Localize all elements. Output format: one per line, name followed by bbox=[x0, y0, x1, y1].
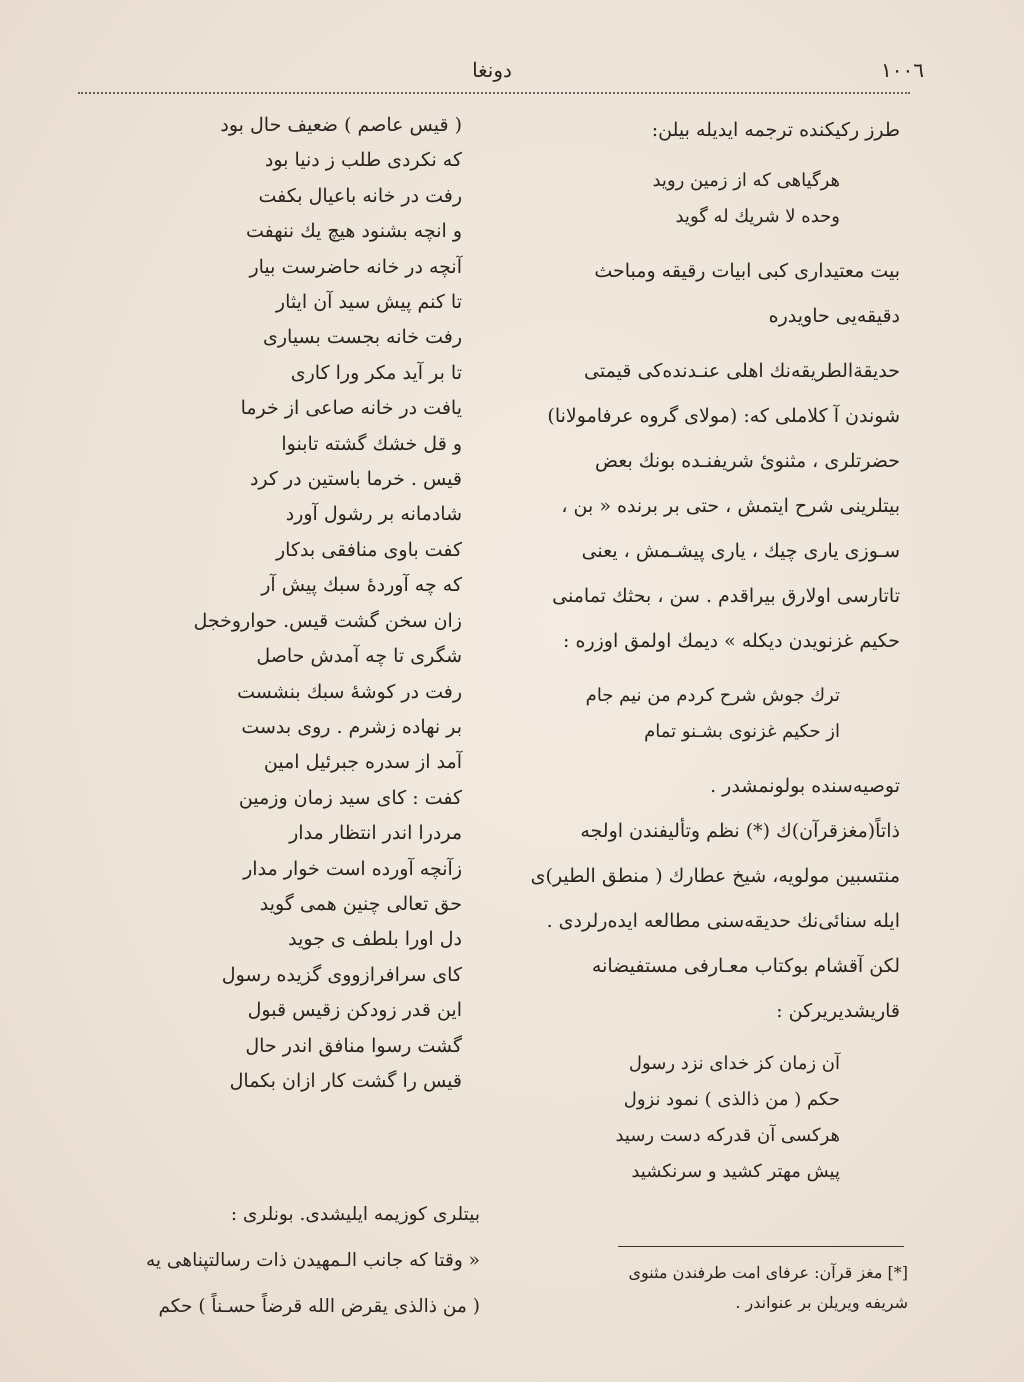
verse-line: و انچه بشنود هیچ یك ننهفت bbox=[245, 220, 462, 243]
verse-line: کای سرافرازووی گزیده رسول bbox=[221, 963, 462, 986]
right-column bbox=[500, 108, 900, 1190]
verse-line: دل اورا بلطف ی جوید bbox=[288, 928, 462, 951]
verse-line: و قل خشك گشته تابنوا bbox=[281, 432, 462, 455]
verse-line: حق تعالی چنین همی گوید bbox=[259, 892, 462, 915]
paragraph-line: قاریشدیریرکن : bbox=[776, 1000, 900, 1022]
paragraph-line: ذاتاً(مغزقرآن)ك (*) نظم وتألیفندن اولجه bbox=[580, 820, 900, 842]
verse-line: هرکسی آن قدرکه دست رسید bbox=[615, 1125, 840, 1146]
verse-line: پیش مهتر کشید و سرنکشید bbox=[631, 1161, 840, 1182]
verse-line: بر نهاده زشرم . روی بدست bbox=[241, 715, 462, 738]
running-title: دونغا bbox=[472, 58, 512, 82]
verse-line: مردرا اندر انتظار مدار bbox=[289, 822, 462, 845]
left-column bbox=[140, 108, 462, 1099]
verse-line: شگری تا چه آمدش حاصل bbox=[256, 645, 462, 668]
verse-line: رفت خانه بجست بسیاری bbox=[262, 326, 462, 349]
verse-line: یافت در خانه صاعی از خرما bbox=[240, 397, 462, 420]
verse-line: گشت رسوا منافق اندر حال bbox=[245, 1034, 462, 1057]
paragraph-line: شوندن آ کلاملی که: (مولای گروه عرفامولانا) bbox=[547, 405, 900, 427]
verse-line: رفت در کوشهٔ سبك بنشست bbox=[237, 680, 462, 703]
paragraph-line: ایله سنائی‌نك حدیقه‌سنی مطالعه ایده‌رلردی . bbox=[546, 910, 900, 932]
verse-line: زآنچه آورده است خوار مدار bbox=[243, 857, 462, 880]
verse-line: که نکردی طلب ز دنیا بود bbox=[264, 149, 462, 172]
paragraph-line: توصیه‌سنده بولونمشدر . bbox=[710, 775, 900, 797]
verse-line: ( قیس عاصم ) ضعیف حال بود bbox=[220, 114, 462, 136]
paragraph-line: لکن آقشام بوکتاب معـارفی مستفیضانه bbox=[591, 955, 900, 977]
footnote bbox=[600, 1258, 908, 1318]
paragraph-line: سـوزی یاری چیك ، یاری پیشـمش ، یعنی bbox=[581, 540, 900, 562]
verse-line: رفت در خانه باعیال بکفت bbox=[258, 184, 462, 207]
verse-line: وحده لا شریك له گوید bbox=[675, 206, 840, 227]
paragraph-line: بیتلرینی شرح ایتمش ، حتی بر برنده « بن ، bbox=[561, 495, 900, 517]
header-rule bbox=[78, 92, 910, 94]
verse-line: آمد از سدره جبرئیل امین bbox=[263, 751, 462, 774]
verse-line: این قدر زودکن زقیس قبول bbox=[247, 999, 462, 1022]
bottom-line: ( من ذالذی یقرض الله قرضاً حسـناً ) حکم bbox=[158, 1296, 480, 1317]
verse-line: تا بر آید مکر ورا کاری bbox=[290, 361, 462, 384]
paragraph-line: تاتارسی اولارق بیراقدم . سن ، بحثك تمامنی bbox=[552, 585, 900, 607]
paragraph-line: منتسبین مولویه، شیخ عطارك ( منطق الطیر)ی bbox=[530, 865, 900, 887]
verse-line: تا کنم پیش سید آن ایثار bbox=[275, 291, 462, 314]
verse-line: کفت باوی منافقی بدکار bbox=[275, 538, 462, 561]
verse-line: زان سخن گشت قیس. حواروخجل bbox=[193, 609, 462, 632]
verse-line: که چه آوردهٔ سبك پیش آر bbox=[261, 574, 462, 597]
paragraph-line: حضرتلری ، مثنوئ شریفنـده بونك بعض bbox=[595, 450, 900, 472]
paragraph-line: طرز رکیکنده ترجمه ایدیله بیلن: bbox=[651, 119, 900, 141]
bottom-line: « وقتا که جانب الـمهیدن ذات رسالتپناهی یه bbox=[145, 1250, 480, 1271]
bottom-line: بیتلری کوزیمه ایلیشدی. بونلری : bbox=[230, 1204, 480, 1225]
footnote-rule bbox=[618, 1246, 904, 1247]
verse-line: قیس را گشت کار ازان بکمال bbox=[229, 1069, 462, 1092]
verse-line: حکم ( من ذالذی ) نمود نزول bbox=[623, 1089, 840, 1110]
verse-line: از حکیم غزنوی بشـنو تمام bbox=[644, 721, 840, 742]
verse-line: ترك جوش شرح کردم من نیم جام bbox=[585, 685, 840, 706]
footnote-line: [*] مغز قرآن: عرفای امت طرفندن مثنوی bbox=[628, 1263, 908, 1282]
bottom-text bbox=[100, 1192, 480, 1330]
verse-line: کفت : کای سید زمان وزمین bbox=[238, 786, 462, 809]
paragraph-line: بیت معتیداری کبی ابیات رقیقه ومباحث bbox=[594, 260, 900, 282]
footnote-line: شریفه ویریلن بر عنواندر . bbox=[735, 1293, 908, 1312]
verse-line: آن زمان کز خدای نزد رسول bbox=[628, 1053, 840, 1074]
paragraph-line: دقیقه‌یی حاویدره bbox=[768, 305, 900, 327]
verse-line: قیس . خرما باستین در کرد bbox=[249, 468, 462, 491]
verse-line: آنچه در خانه حاضرست بیار bbox=[249, 255, 462, 278]
paragraph-line: حکیم غزنویدن دیکله » دیمك اولمق اوزره : bbox=[563, 630, 900, 652]
verse-line: هرگیاهی که از زمین روید bbox=[652, 170, 840, 191]
running-header bbox=[60, 58, 924, 88]
paragraph-line: حدیقة‌الطریقه‌نك اهلی عنـدنده‌کی قیمتی bbox=[584, 360, 900, 382]
page-number: ١٠٠٦ bbox=[881, 58, 924, 82]
verse-line: شادمانه بر رشول آورد bbox=[285, 503, 462, 526]
